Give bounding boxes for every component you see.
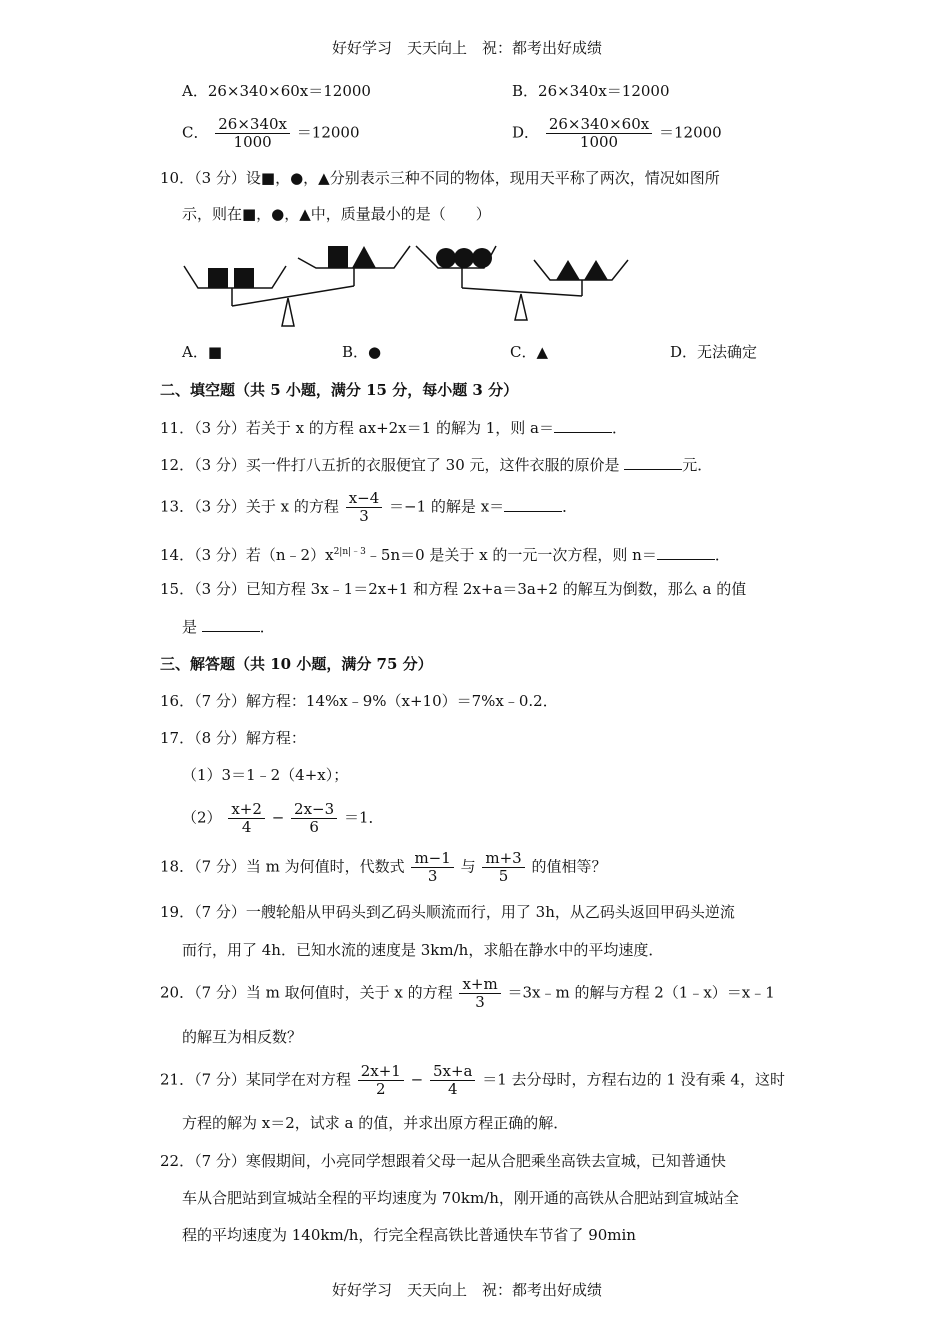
square-weight [328, 246, 348, 268]
q21-line2: 方程的解为 x＝2，试求 a 的值，并求出原方程正确的解． [182, 1114, 569, 1132]
page-header: 好好学习 天天向上 祝：都考出好成绩 [332, 39, 603, 57]
section-heading-fill-in: 二、填空题（共 5 小题，满分 15 分，每小题 3 分） [160, 381, 519, 399]
fraction: $\frac{x-4}{3}$ [346, 490, 383, 525]
q17-title: 17．（8 分）解方程： [160, 729, 306, 747]
fraction: $\frac{5x+a}{4}$ [430, 1063, 476, 1098]
q20-line2: 的解互为相反数？ [182, 1028, 303, 1046]
q9-option-b: B．26×340x＝12000 [512, 82, 670, 100]
q9-option-a: A．26×340×60x＝12000 [182, 82, 371, 100]
fraction: $\frac{26\times 340\times 60x}{1000}$ [546, 116, 652, 151]
fraction: $\frac{26\times 340x}{1000}$ [215, 116, 290, 151]
q22-line3: 程的平均速度为 140km/h，行完全程高铁比普通快车节省了 90min [182, 1226, 636, 1244]
q12: 12．（3 分）买一件打八五折的衣服便宜了 30 元，这件衣服的原价是 元． [160, 456, 713, 474]
fraction: $\frac{m-1}{3}$ [411, 850, 453, 885]
q10-option-b: B．● [342, 343, 382, 361]
q15-line1: 15．（3 分）已知方程 3x﹣1＝2x+1 和方程 2x+a＝3a+2 的解互为倒数，那么 a 的值 [160, 580, 747, 598]
fraction: $\frac{2x-3}{6}$ [291, 801, 337, 836]
q9-option-c: C． $\frac{26\times 340x}{1000}$ ＝12000 [182, 115, 360, 151]
q10-option-d: D．无法确定 [670, 343, 758, 361]
q18: 18．（7 分）当 m 为何值时，代数式 $\frac{m-1}{3}$ 与 $\frac{m+3}{5}$ 的值相等？ [160, 849, 607, 885]
q17-part2: （2） $\frac{x+2}{4}$ − $\frac{2x-3}{6}$ ＝1． [182, 800, 384, 836]
q16: 16．（7 分）解方程：14%x﹣9%（x+10）＝7%x﹣0.2． [160, 692, 558, 710]
q10-option-a: A．■ [182, 343, 223, 361]
fraction: $\frac{2x+1}{2}$ [358, 1063, 404, 1098]
q10-line2: 示，则在■，●，▲中，质量最小的是（ ） [182, 205, 491, 223]
q22-line1: 22．（7 分）寒假期间，小亮同学想跟着父母一起从合肥乘坐高铁去宣城，已知普通快 [160, 1152, 726, 1170]
q14: 14．（3 分）若$(n﹣2)x^{2|n|﹣3}﹣5n=0$ 是关于 x 的一元一次方程，则 n＝ ． [160, 546, 730, 564]
triangle-weight [556, 260, 580, 280]
balance-scales-figure [180, 238, 640, 338]
q22-line2: 车从合肥站到宣城站全程的平均速度为 70km/h，刚开通的高铁从合肥站到宣城站全 [182, 1189, 739, 1207]
answer-blank [624, 455, 682, 470]
page-footer: 好好学习 天天向上 祝：都考出好成绩 [332, 1281, 603, 1299]
fraction: $\frac{x+m}{3}$ [459, 976, 500, 1011]
triangle-weight [352, 246, 376, 268]
q10-line1: 10．（3 分）设■，●，▲分别表示三种不同的物体，现用天平称了两次，情况如图所 [160, 169, 720, 187]
circle-weight [472, 248, 492, 268]
triangle-weight [584, 260, 608, 280]
answer-blank [657, 545, 715, 560]
fraction: $\frac{m+3}{5}$ [482, 850, 524, 885]
q15-line2: 是 ． [182, 618, 275, 636]
answer-blank [202, 617, 260, 632]
fraction: $\frac{x+2}{4}$ [228, 801, 265, 836]
q19-line2: 而行，用了 4h．已知水流的速度是 3km/h，求船在静水中的平均速度． [182, 941, 664, 959]
q17-part1: （1）3＝1﹣2（4+x）； [182, 766, 349, 784]
square-weight [234, 268, 254, 288]
q11: 11．（3 分）若关于 x 的方程 ax+2x＝1 的解为 1，则 a＝ ． [160, 419, 627, 437]
square-weight [208, 268, 228, 288]
q20-line1: 20．（7 分）当 m 取何值时，关于 x 的方程 $\frac{x+m}{3}$ ＝3x﹣m 的解与方程 2（1﹣x）＝x﹣1 [160, 975, 775, 1011]
q21-line1: 21．（7 分）某同学在对方程 $\frac{2x+1}{2}$ − $\frac{5x+a}{4}$ ＝1 去分母时，方程右边的 1 没有乘 4，这时 [160, 1062, 785, 1098]
circle-weight [436, 248, 456, 268]
q9-option-d: D． $\frac{26\times 340\times 60x}{1000}$ ＝12000 [512, 115, 722, 151]
section-heading-solve: 三、解答题（共 10 小题，满分 75 分） [160, 655, 433, 673]
answer-blank [504, 497, 562, 512]
q13: 13．（3 分）关于 x 的方程 $\frac{x-4}{3}$ ＝−1 的解是 x＝ ． [160, 489, 578, 525]
circle-weight [454, 248, 474, 268]
answer-blank [554, 418, 612, 433]
q10-option-c: C．▲ [510, 343, 549, 361]
q19-line1: 19．（7 分）一艘轮船从甲码头到乙码头顺流而行，用了 3h，从乙码头返回甲码头逆流 [160, 903, 735, 921]
